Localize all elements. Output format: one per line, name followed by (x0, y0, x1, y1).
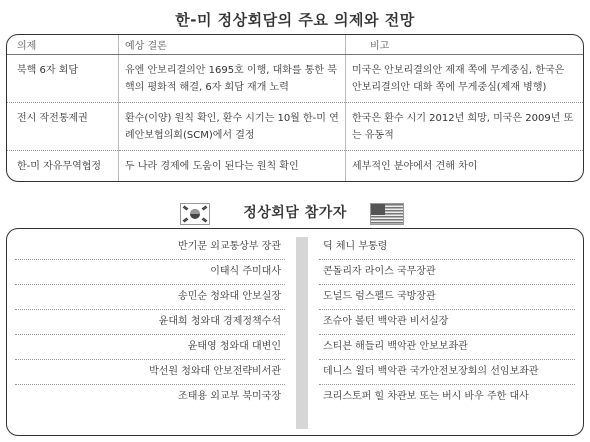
list-item: 윤태영 청와대 대변인 (15, 335, 285, 360)
us-flag-icon (370, 203, 404, 225)
list-item: 박선원 청와대 안보전략비서관 (15, 360, 285, 385)
list-item: 데니스 윌더 백악관 국가안전보장회의 선임보좌관 (319, 360, 575, 385)
list-item: 딕 체니 부통령 (319, 235, 575, 260)
list-item: 조태용 외교부 북미국장 (178, 391, 281, 402)
row-outcome: 유엔 안보리결의안 1695호 이행, 대화를 통한 북핵의 평화적 해결, 6자 회담 재개 노력 (119, 55, 346, 103)
us-participants (319, 235, 575, 409)
header-topic: 의제 (7, 35, 119, 55)
row-outcome: 환수(이양) 원칙 확인, 환수 시기는 10월 한-미 연례안보협의회(SCM)에서 결정 (119, 103, 346, 151)
table-row (7, 151, 583, 181)
header-outcome: 예상 결론 (119, 35, 346, 55)
list-item: 반기문 외교통상부 장관 (15, 235, 285, 260)
list-item: 크리스토퍼 힐 차관보 또는 버시 바우 주한 대사 (323, 391, 529, 402)
table-row (7, 103, 583, 151)
row-note: 세부적인 분야에서 견해 차이 (346, 151, 584, 181)
main-title: 한-미 정상회담의 주요 의제와 전망 (175, 11, 415, 29)
column-divider (296, 237, 308, 429)
list-item: 도널드 럼스펠드 국방장관 (319, 285, 575, 310)
table-header-row (7, 35, 583, 55)
participants-title: 정상회담 참가자 (243, 205, 347, 221)
row-note: 미국은 안보리결의안 제재 쪽에 무게중심, 한국은 안보리결의안 대화 쪽에 무게중심(제재 병행) (346, 55, 584, 103)
list-item: 조슈아 볼턴 백악관 비서실장 (319, 310, 575, 335)
korea-participants (15, 235, 285, 409)
participants-box (6, 228, 584, 436)
row-note: 한국은 환수 시기 2012년 희망, 미국은 2009년 또는 유동적 (346, 103, 584, 151)
list-item: 스티븐 해들리 백악관 안보보좌관 (319, 335, 575, 360)
row-topic: 북핵 6자 회담 (7, 55, 119, 103)
list-item: 콘돌리자 라이스 국무장관 (319, 260, 575, 285)
list-item: 송민순 청와대 안보실장 (15, 285, 285, 310)
row-outcome: 두 나라 경제에 도움이 된다는 원칙 확인 (119, 151, 346, 181)
agenda-table (7, 35, 583, 181)
list-item: 윤대희 청와대 경제정책수석 (15, 310, 285, 335)
agenda-table-box (6, 34, 584, 182)
list-item: 이태식 주미대사 (15, 260, 285, 285)
table-row (7, 55, 583, 103)
header-note: 비고 (346, 35, 584, 55)
row-topic: 한-미 자유무역협정 (17, 161, 102, 172)
row-topic: 전시 작전통제권 (7, 103, 119, 151)
